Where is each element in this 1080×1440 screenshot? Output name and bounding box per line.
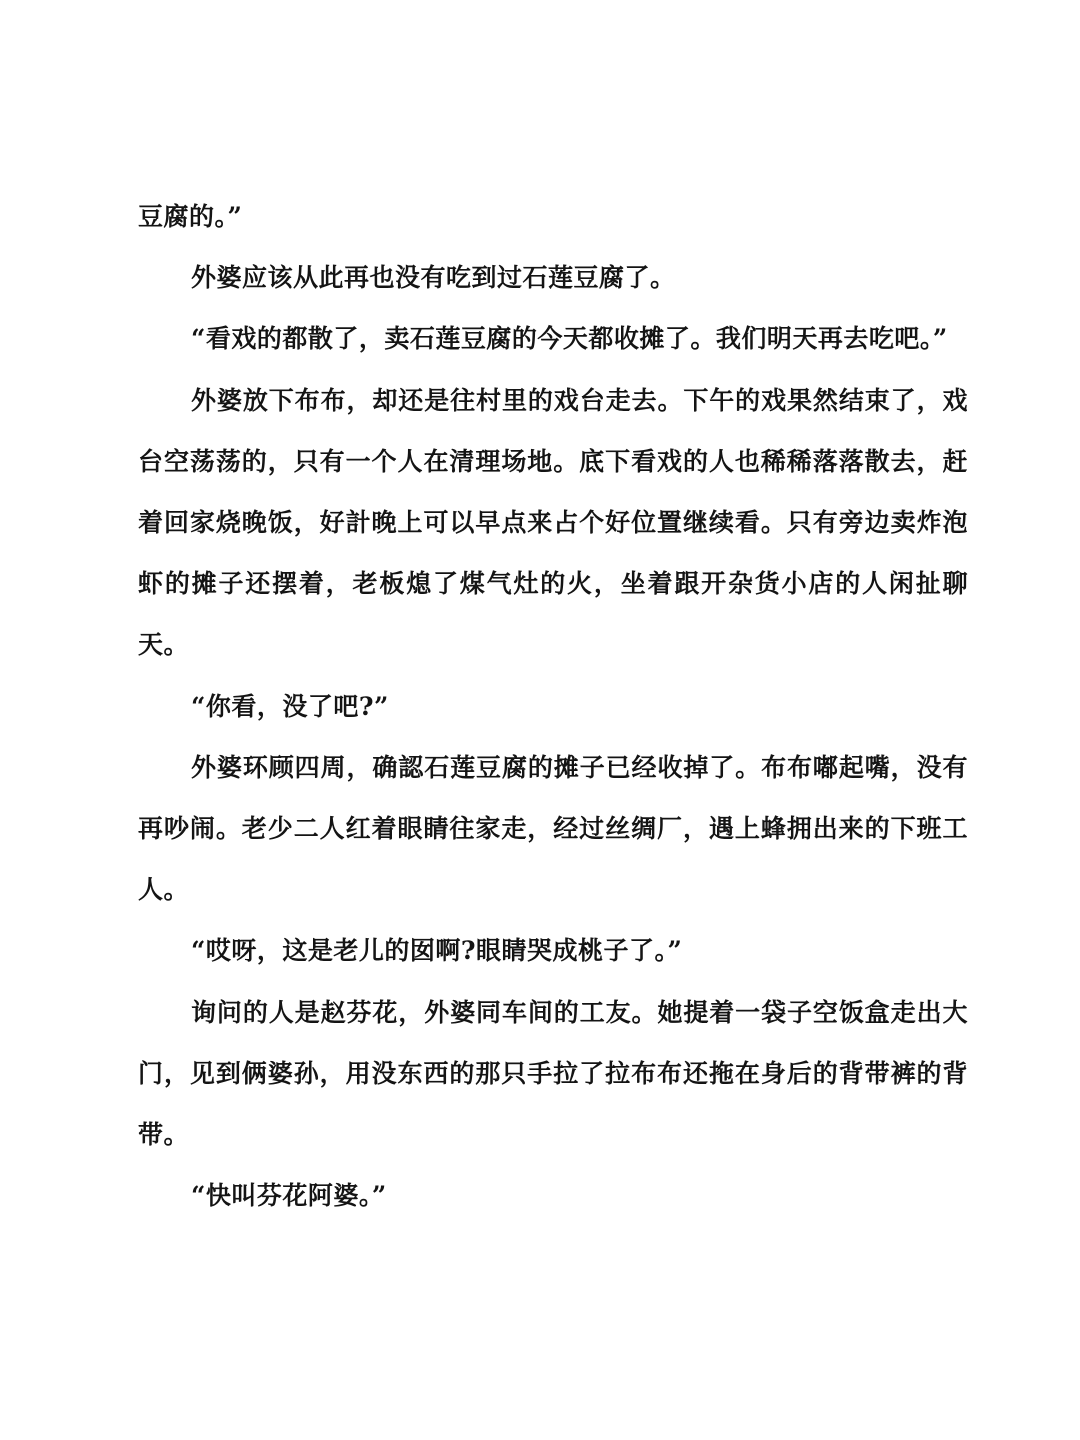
paragraph-continuation: 豆腐的。” bbox=[138, 202, 243, 231]
paragraph: 外婆放下布布，却还是往村里的戏台走去。下午的戏果然结束了，戏台空荡荡的，只有一个人在清理场地。底下看戏的人也稀稀落落散去，赶着回家烧晚饭，好計晚上可以早点来占个好位置继续看。只有旁边卖炸泡虾的摊子还摆着，老板熄了煤气灶的火，坐着跟开杂货小店的人闲扯聊天。 bbox=[138, 385, 968, 660]
paragraph: 外婆应该从此再也没有吃到过石莲豆腐了。 bbox=[191, 263, 676, 293]
paragraph: “哎呀，这是老儿的囡啊?眼睛哭成桃子了。” bbox=[191, 936, 683, 966]
paragraph: 外婆环顾四周，确認石莲豆腐的摊子已经收掉了。布布嘟起嘴，没有再吵闹。老少二人红着眼睛往家走，经过丝绸厂，遇上蜂拥出来的下班工人。 bbox=[138, 752, 968, 905]
body-text bbox=[138, 186, 968, 1226]
paragraph: “看戏的都散了，卖石莲豆腐的今天都收摊了。我们明天再去吃吧。” bbox=[191, 324, 948, 354]
paragraph: “你看，没了吧?” bbox=[191, 691, 389, 721]
paragraph: “快叫芬花阿婆。” bbox=[191, 1181, 387, 1211]
paragraph: 询问的人是赵芬花，外婆同车间的工友。她提着一袋子空饭盒走出大门，见到俩婆孙，用没东西的那只手拉了拉布布还拖在身后的背带裤的背带。 bbox=[138, 997, 968, 1150]
